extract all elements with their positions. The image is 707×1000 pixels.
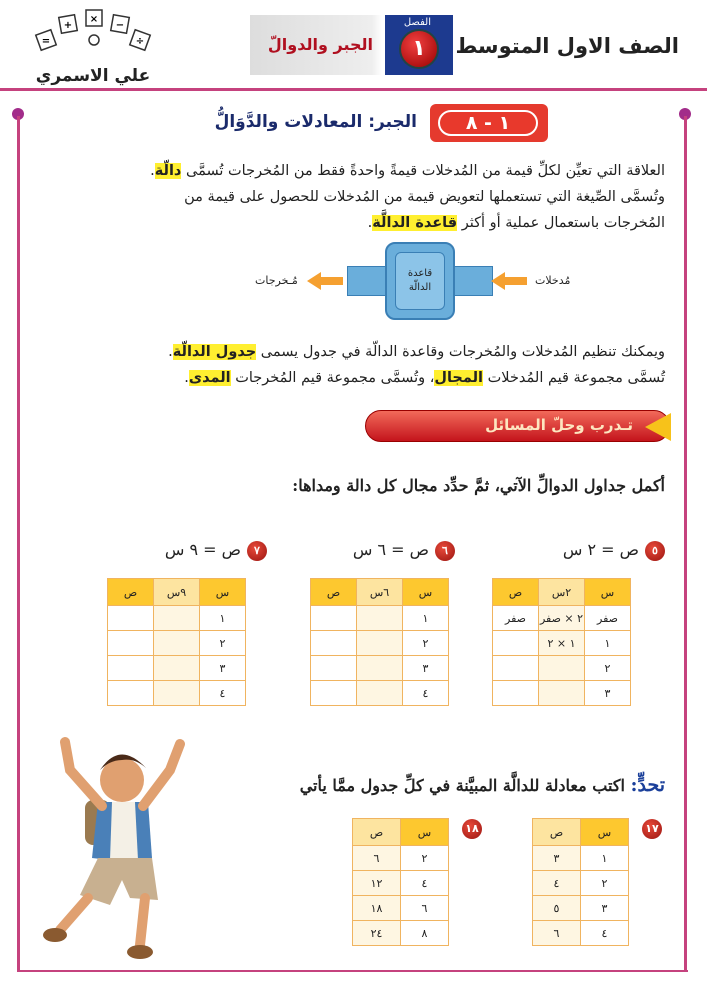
exercise-7-table: [107, 578, 246, 706]
equation: ص = ٩ س: [164, 540, 241, 559]
table-cell: [493, 681, 539, 706]
table-header-row: [353, 819, 449, 846]
bottom-border: [18, 970, 688, 972]
table-row: [311, 606, 449, 631]
lesson-number-badge: [430, 104, 548, 142]
table-cell: [493, 656, 539, 681]
table-cell: ٤: [581, 921, 629, 946]
table-row: [108, 681, 246, 706]
function-machine: [385, 242, 455, 320]
input-label: مُدخلات: [535, 274, 571, 287]
table-cell: [154, 606, 200, 631]
table-cell: [357, 631, 403, 656]
term-function-rule: قاعدة الدالَّة: [372, 215, 458, 231]
output-label: مُـخرجات: [255, 274, 298, 287]
table-cell: [357, 681, 403, 706]
text: ويمكنك تنظيم المُدخلات والمُخرجات وقاعدة الدالّة في جدول يسمى: [256, 344, 665, 360]
instruction: أكمل جداول الدوالِّ الآتي، ثمَّ حدِّد مجال كل دالة ومداها:: [292, 476, 665, 495]
table-row: [108, 631, 246, 656]
table-cell: [539, 656, 585, 681]
table-row: [353, 896, 449, 921]
lesson-number: ١ - ٨: [438, 110, 538, 136]
exercise-number: ١٧: [642, 819, 662, 839]
table-row: [533, 921, 629, 946]
table-row: [533, 846, 629, 871]
table-row: [493, 656, 631, 681]
equation: ص = ٦ س: [352, 540, 429, 559]
exercise-number: ٦: [435, 541, 455, 561]
table-row: [493, 631, 631, 656]
column-header: ص: [493, 579, 539, 606]
table-cell: [108, 606, 154, 631]
table-cell: [311, 631, 357, 656]
term-function-table: جدول الدالّة: [172, 344, 257, 360]
exercise-number: ٥: [645, 541, 665, 561]
column-header: ص: [533, 819, 581, 846]
equation: ص = ٢ س: [562, 540, 639, 559]
table-row: [108, 606, 246, 631]
exercise-6-equation: [353, 540, 455, 561]
lesson-title: الجبر: المعادلات والدَّوَالُّ: [214, 112, 417, 132]
term-domain: المجال: [434, 370, 484, 386]
exercise-6-table: [310, 578, 449, 706]
svg-text:×: ×: [89, 14, 99, 25]
table-cell: ٣: [533, 846, 581, 871]
exercise-number: ١٨: [462, 819, 482, 839]
table-cell: ٢٤: [353, 921, 401, 946]
right-border: [684, 116, 687, 972]
exercise-17-table: [532, 818, 629, 946]
table-row: [311, 631, 449, 656]
machine-label: قاعدة: [407, 268, 433, 279]
text: العلاقة التي تعيِّن لكلِّ قيمة من المُدخلات قيمةً واحدةً فقط من المُخرجات تُسمَّى: [181, 163, 665, 179]
table-cell: ٤: [403, 681, 449, 706]
table-cell: ١: [581, 846, 629, 871]
svg-text:−: −: [115, 20, 125, 31]
exercise-17-number: [636, 818, 662, 839]
table-header-row: [493, 579, 631, 606]
column-header: س: [581, 819, 629, 846]
table-row: [108, 656, 246, 681]
logo-text: علي الاسمري: [35, 66, 151, 86]
table-cell: ٣: [581, 896, 629, 921]
pipe: [453, 266, 493, 296]
table-cell: [311, 681, 357, 706]
table-cell: [154, 656, 200, 681]
table-cell: [108, 631, 154, 656]
practice-banner-text: تـدرب وحلّ المسائل: [485, 416, 633, 434]
svg-text:÷: ÷: [135, 36, 145, 47]
column-header: س: [401, 819, 449, 846]
table-cell: ٦: [533, 921, 581, 946]
table-cell: ٣: [585, 681, 631, 706]
svg-text:+: +: [63, 20, 73, 31]
table-cell: ١: [200, 606, 246, 631]
text: ، وتُسمَّى مجموعة قيم المُخرجات: [230, 370, 435, 386]
output-arrow-icon: [307, 272, 343, 290]
chapter-banner: [250, 15, 453, 75]
table-cell: صفر: [585, 606, 631, 631]
table-cell: ٢: [581, 871, 629, 896]
table-cell: ٨: [401, 921, 449, 946]
header-divider: [0, 88, 707, 91]
table-cell: ١: [403, 606, 449, 631]
table-cell: ١ × ٢: [539, 631, 585, 656]
exercise-18-number: [456, 818, 482, 839]
table-cell: ٤: [200, 681, 246, 706]
table-cell: [154, 681, 200, 706]
table-cell: [493, 631, 539, 656]
exercise-number: ٧: [247, 541, 267, 561]
math-dice-icon: [28, 8, 158, 58]
table-cell: [108, 656, 154, 681]
table-row: [311, 681, 449, 706]
table-cell: ٢: [403, 631, 449, 656]
table-cell: صفر: [493, 606, 539, 631]
function-machine-diagram: [255, 240, 585, 322]
table-cell: [311, 606, 357, 631]
practice-banner: [365, 410, 670, 442]
table-cell: [357, 606, 403, 631]
table-cell: [311, 656, 357, 681]
column-header: ٩س: [154, 579, 200, 606]
table-row: [353, 871, 449, 896]
table-cell: ٣: [200, 656, 246, 681]
table-cell: [108, 681, 154, 706]
column-header: ص: [353, 819, 401, 846]
table-cell: ٦: [401, 896, 449, 921]
table-paragraph: [135, 339, 665, 391]
svg-text:=: =: [41, 36, 51, 47]
left-border: [17, 116, 20, 972]
table-cell: ٥: [533, 896, 581, 921]
table-row: [493, 681, 631, 706]
table-cell: ١: [585, 631, 631, 656]
table-cell: ٢: [585, 656, 631, 681]
machine-label: الدالّة: [408, 282, 432, 293]
table-cell: ٢: [200, 631, 246, 656]
challenge-text: اكتب معادلة للدالَّة المبيَّنة في كلِّ جدول ممَّا يأتي: [299, 776, 631, 795]
challenge-heading: [300, 774, 665, 796]
grade-title: الصف الاول المتوسط: [455, 34, 679, 58]
chapter-title: الجبر والدوالّ: [267, 35, 373, 54]
table-cell: ٤: [401, 871, 449, 896]
exercise-5-table: [492, 578, 631, 706]
term-function: دالّة: [154, 163, 182, 179]
definition-paragraph: [135, 158, 665, 236]
table-cell: ٢ × صفر: [539, 606, 585, 631]
table-row: [493, 606, 631, 631]
chapter-label: الفصل: [403, 17, 431, 28]
table-row: [353, 846, 449, 871]
author-logo: [28, 8, 158, 86]
table-cell: ١٨: [353, 896, 401, 921]
column-header: س: [585, 579, 631, 606]
table-cell: [539, 681, 585, 706]
table-header-row: [533, 819, 629, 846]
column-header: ٦س: [357, 579, 403, 606]
table-cell: ٣: [403, 656, 449, 681]
table-header-row: [108, 579, 246, 606]
table-cell: [154, 631, 200, 656]
column-header: س: [200, 579, 246, 606]
table-header-row: [311, 579, 449, 606]
table-cell: ٤: [533, 871, 581, 896]
pipe: [347, 266, 387, 296]
challenge-label: تحدٍّ:: [630, 774, 665, 796]
term-range: المدى: [188, 370, 231, 386]
text: . وتُسمَّى الصِّيغة التي تستعملها لتعويض قيمة من المُدخلات للحصول على قيمة من المُخرجات باستعمال عملية أو أكثر: [150, 163, 665, 231]
table-cell: ٢: [401, 846, 449, 871]
exercise-7-equation: [165, 540, 267, 561]
chapter-number: ١: [399, 29, 439, 69]
text: .: [367, 215, 373, 231]
text: .: [184, 370, 189, 386]
column-header: ٢س: [539, 579, 585, 606]
table-row: [353, 921, 449, 946]
exercise-5-equation: [563, 540, 665, 561]
table-row: [311, 656, 449, 681]
column-header: س: [403, 579, 449, 606]
column-header: ص: [108, 579, 154, 606]
table-cell: [357, 656, 403, 681]
exercise-18-table: [352, 818, 449, 946]
table-cell: ٦: [353, 846, 401, 871]
table-row: [533, 896, 629, 921]
cheering-student-illustration: [40, 730, 195, 962]
input-arrow-icon: [491, 272, 527, 290]
text: . تُسمَّى مجموعة قيم المُدخلات: [168, 344, 665, 386]
column-header: ص: [311, 579, 357, 606]
table-row: [533, 871, 629, 896]
table-cell: ١٢: [353, 871, 401, 896]
